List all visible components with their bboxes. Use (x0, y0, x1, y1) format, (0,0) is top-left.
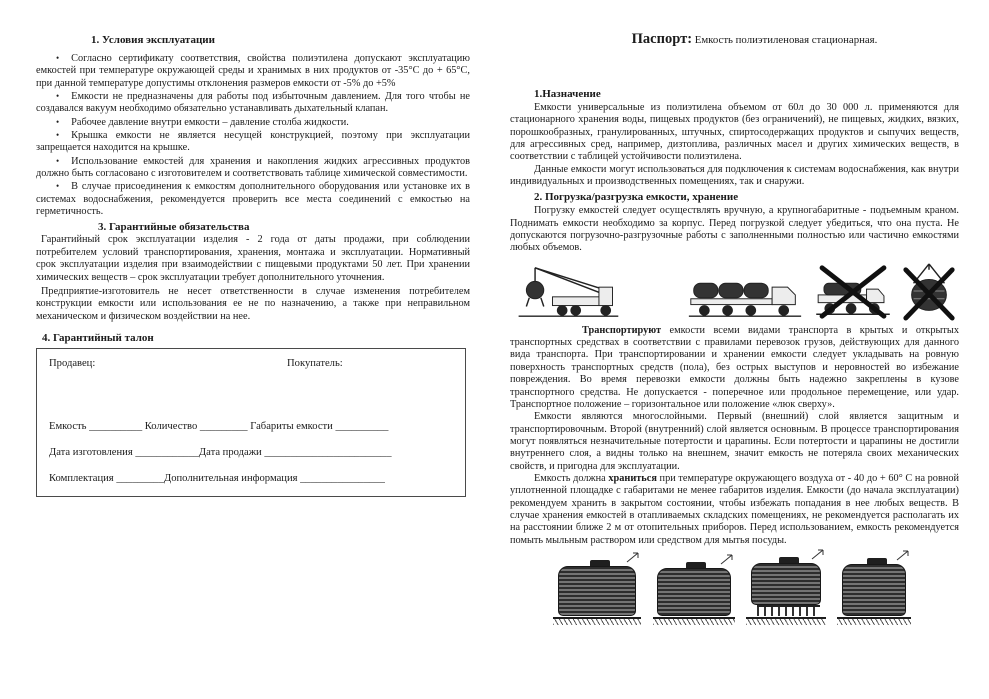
bullet-item-1 (36, 53, 470, 90)
truck-carrying-tanks-illustration (686, 262, 804, 322)
storage-bold: храниться (608, 472, 657, 484)
tank-illustrations-row (510, 557, 959, 625)
transport-text: емкости всеми видами транспорта в крытых и открытых транспортных средствах в соответствии с правилами перевозок грузов, действующих для данного вида транспорта. При транспортировании и хранении емкости следует укладывать на ровную поверхность транспортных средств (пола), без острых выступов и неровностей во избежание повреждения. Во время перевозки емкости должны быть надежно закреплены в кузове транспортного средства. Не допускается - поперечное или продольное перемещение, или удар. Транспортное положение – горизонтальное или положение «люк сверху». (510, 324, 959, 410)
loading-section-title: 2. Погрузка/разгрузка емкости, хранение (534, 191, 739, 204)
section4-title: 4. Гарантийный талон (42, 331, 154, 344)
form-line-capacity: Емкость __________ Количество _________ Габариты емкости __________ (49, 420, 389, 432)
page-left (0, 0, 494, 699)
tank-body (751, 563, 821, 605)
prohibited-lifting-filled-tank-illustration (900, 262, 958, 322)
transport-paragraph (510, 325, 959, 411)
vent-callout-icon (810, 547, 828, 561)
vent-callout-icon (895, 548, 913, 562)
seller-label: Продавец: (49, 357, 96, 369)
bullet-icon: • (56, 130, 60, 141)
tank-body (842, 564, 906, 616)
tank-body (657, 568, 731, 616)
bullet-text: Емкости не предназначены для работы под избыточным давлением. Для того чтобы не создавался вакуум необходимо обязательно устанавливать дыхательный клапан. (36, 91, 470, 115)
vent-callout-icon (625, 550, 643, 564)
bullet-icon: • (56, 116, 60, 127)
bullet-item-2 (36, 91, 470, 116)
form-line-dates: Дата изготовления ____________Дата продажи ________________________ (49, 446, 392, 458)
vertical-tank-illustration-4 (842, 558, 911, 625)
tank-body (558, 566, 636, 616)
purpose-paragraph-1: Емкости универсальные из полиэтилена объемом от 60л до 30 000 л. применяются для стационарного хранения воды, пищевых продуктов (без ограничений), не пищевых, жидких, вязких, порошкообразных, гранулированных, штучных, спиртосодержащих продуктов и сыпучих веществ, для агрессивных сред, например, дизтоплива, различных масел и других химических веществ, в соответствии с таблицей устойчивости полиэтилена. (510, 102, 959, 163)
bullet-text: Согласно сертификату соответствия, свойства полиэтилена допускают эксплуатацию емкостей при температуре окружающей среды и хранимых в них продуктов от -35°С до + 65°С, при данной температуре допустимы отклонения размеров емкости от -5% до +5% (36, 53, 470, 89)
storage-paragraph (510, 473, 959, 547)
purpose-section-title: 1.Назначение (534, 88, 601, 100)
bullet-icon: • (56, 155, 60, 166)
ground-hatch (653, 617, 735, 625)
bullet-item-5 (36, 156, 470, 181)
section1-title: 1. Условия эксплуатации (91, 34, 215, 46)
vertical-tank-illustration-3 (751, 557, 826, 625)
vertical-tank-illustration-1 (558, 560, 641, 625)
ground-hatch (553, 617, 641, 625)
section3-title: 3. Гарантийные обязательства (98, 221, 250, 234)
bullet-text: В случае присоединения к емкостям дополнительного оборудования или установке их в системах водоснабжения, рекомендуется проверить все места соединений с емкостью на герметичность. (36, 181, 470, 218)
vent-callout-icon (719, 552, 737, 566)
bullet-item-4 (36, 130, 470, 155)
loading-paragraph: Погрузку емкостей следует осуществлять вручную, а крупногабаритные - подъемным краном. Поднимать емкости необходимо за корпус. Перед погрузкой следует убедиться, что она пуста. Не допускаются погрузочно-разгрузочные работы с заполненными полностью или частично емкостями любых объемов. (510, 205, 959, 254)
bullet-item-3 (36, 117, 470, 129)
page-right (494, 0, 989, 699)
layers-paragraph: Емкости являются многослойными. Первый (внешний) слой является защитным и транспортировочным. Второй (внутренний) слой является основным. В процессе транспортирования могут появляться незначительные потертости и царапины. Если потертости и царапины не достигли внутреннего слоя, а видны только на внешнем, значит емкость не потеряла своих механических свойств, и пригодна для эксплуатации. (510, 411, 959, 472)
ground-hatch (746, 617, 826, 625)
vertical-tank-illustration-2 (657, 562, 735, 625)
document-title (550, 30, 959, 48)
form-line-configuration: Комплектация _________Дополнительная информация ________________ (49, 472, 385, 484)
manufacturer-liability-paragraph: Предприятие-изготовитель не несет ответственности в случае изменения потребителем конструкции емкости или использования ее не по назначению, а также при неправильном механическом и физическом воздействии на нее. (36, 285, 470, 322)
prohibited-transport-loaded-illustration (814, 262, 892, 322)
seller-buyer-row (49, 358, 453, 369)
transport-illustrations-row (510, 260, 959, 322)
bullet-text: Крышка емкости не является несущей конструкцией, поэтому при эксплуатации запрещается находится на крышке. (36, 130, 470, 154)
bullet-text: Рабочее давление внутри емкости – давление столба жидкости. (71, 116, 349, 128)
warranty-terms-paragraph: Гарантийный срок эксплуатации изделия - 2 года от даты продажи, при соблюдении потребителем условий транспортирования, хранения, монтажа и эксплуатации. Нормативный срок эксплуатации изделия при взаимодействии с пищевыми продуктами 50 лет. При хранении химических веществ – срок эксплуатации требует дополнительного уточнения. (36, 234, 470, 283)
storage-text: при температуре окружающего воздуха от - 40 до + 60° С на ровной уплотненной площадке с габаритами не менее габаритов изделия. Емкости (до начала эксплуатации) рекомендуем хранить в закрытом состоянии, чтобы избежать попадания в нее любых веществ. В случае хранения емкостей в отапливаемых складских помещениях, не рекомендуется располагать их на расстоянии ближе 2 м от отопительных приборов. Перед использованием, емкость рекомендуется помыть мыльным раствором или средством для мытья посуды. (510, 472, 959, 546)
ground-hatch (837, 617, 911, 625)
bullet-icon: • (56, 53, 60, 63)
document-title-text: Емкость полиэтиленовая стационарная. (692, 34, 878, 46)
bullet-item-6 (36, 181, 470, 218)
purpose-paragraph-2: Данные емкости могут использоваться для подключения к системам водоснабжения, как внутри индивидуальных и производственных помещениях, так и снаружи. (510, 163, 959, 188)
bullet-icon: • (56, 181, 60, 192)
warranty-coupon-box (36, 348, 466, 497)
storage-lead: Емкость должна (534, 472, 609, 484)
document-title-label: Паспорт: (631, 31, 693, 47)
bullet-icon: • (56, 91, 60, 102)
crane-lifting-tank-illustration (512, 262, 622, 322)
buyer-label: Покупатель: (287, 357, 343, 369)
transport-lead-bold: Транспортируют (582, 324, 662, 336)
tank-stand (757, 605, 820, 616)
bullet-text: Использование емкостей для хранения и накопления жидких агрессивных продуктов должно быть согласовано с изготовителем и соответствовать таблице химической совместимости. (36, 155, 470, 180)
